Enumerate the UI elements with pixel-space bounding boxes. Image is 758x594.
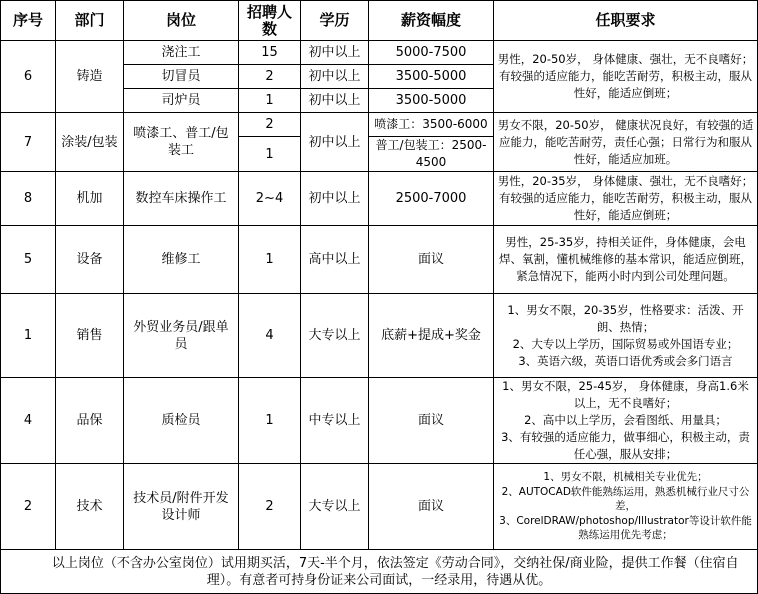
requirement-line: 3、有较强的适应能力，做事细心，积极主动，责任心强，服从安排； — [501, 430, 750, 461]
row-dept: 品保 — [56, 378, 124, 464]
row-no: 6 — [1, 41, 56, 113]
row-salary: 面议 — [369, 378, 494, 464]
row-dept: 涂装/包装 — [56, 113, 124, 172]
row-count: 2 — [239, 65, 301, 89]
header-post: 岗位 — [124, 1, 239, 41]
row-salary: 面议 — [369, 226, 494, 294]
row-requirements: 男性，20-50岁， 身体健康、强壮，无不良嗜好；有较强的适应能力，能吃苦耐劳，积极主动，服从性好，能适应倒班； — [494, 41, 758, 113]
row-edu: 中专以上 — [301, 378, 369, 464]
row-count: 2 — [239, 113, 301, 137]
row-post: 外贸业务员/跟单员 — [124, 294, 239, 378]
header-edu: 学历 — [301, 1, 369, 41]
requirement-line: 1、男女不限，机械相关专业优先； — [543, 471, 708, 484]
row-dept: 铸造 — [56, 41, 124, 113]
row-salary: 3500-5000 — [369, 65, 494, 89]
requirement-line: 3、CorelDRAW/photoshop/Illustrator等设计软件能熟练运用优先考虑； — [499, 514, 752, 542]
table-row — [1, 113, 758, 137]
header-dept: 部门 — [56, 1, 124, 41]
row-salary: 底薪+提成+奖金 — [369, 294, 494, 378]
row-edu: 高中以上 — [301, 226, 369, 294]
row-count: 1 — [239, 89, 301, 113]
row-salary: 普工/包装工：2500-4500 — [369, 137, 494, 172]
row-post: 浇注工 — [124, 41, 239, 65]
row-post: 喷漆工、普工/包装工 — [124, 113, 239, 172]
row-dept: 机加 — [56, 172, 124, 226]
row-post: 技术员/附件开发设计师 — [124, 464, 239, 550]
table-row — [1, 294, 758, 378]
row-requirements: 男性，25-35岁，持相关证件，身体健康，会电焊、氧割，懂机械维修的基本常识，能适应倒班，紧急情况下，能两小时内到公司处理问题。 — [494, 226, 758, 294]
row-count: 15 — [239, 41, 301, 65]
row-post: 数控车床操作工 — [124, 172, 239, 226]
row-dept: 技术 — [56, 464, 124, 550]
row-edu: 初中以上 — [301, 65, 369, 89]
row-count: 1 — [239, 226, 301, 294]
header-salary: 薪资幅度 — [369, 1, 494, 41]
row-count: 2~4 — [239, 172, 301, 226]
requirement-line: 3、英语六级，英语口语优秀或会多门语言 — [518, 353, 733, 368]
table-row — [1, 172, 758, 226]
row-edu: 初中以上 — [301, 89, 369, 113]
row-dept: 设备 — [56, 226, 124, 294]
header-no: 序号 — [1, 1, 56, 41]
row-post: 切冒员 — [124, 65, 239, 89]
row-salary: 2500-7000 — [369, 172, 494, 226]
row-requirements — [494, 464, 758, 550]
row-edu: 初中以上 — [301, 41, 369, 65]
row-post: 维修工 — [124, 226, 239, 294]
row-salary: 5000-7500 — [369, 41, 494, 65]
row-salary: 喷漆工：3500-6000 — [369, 113, 494, 137]
row-count: 2 — [239, 464, 301, 550]
requirement-line: 2、高中以上学历，会看图纸、用量具； — [524, 413, 727, 427]
requirement-line: 1、男女不限，25-45岁， 身体健康，身高1.6米以上，无不良嗜好； — [502, 379, 749, 410]
row-edu: 大专以上 — [301, 464, 369, 550]
header-row — [1, 1, 758, 41]
table-row — [1, 464, 758, 550]
row-edu: 大专以上 — [301, 294, 369, 378]
row-salary: 面议 — [369, 464, 494, 550]
header-count: 招聘人数 — [239, 1, 301, 41]
requirement-line: 2、AUTOCAD软件能熟练运用，熟悉机械行业尺寸公差， — [501, 485, 750, 513]
row-post: 司炉员 — [124, 89, 239, 113]
requirement-line: 2、大专以上学历，国际贸易或外国语专业； — [512, 336, 739, 351]
row-edu: 初中以上 — [301, 113, 369, 172]
table-row — [1, 226, 758, 294]
table-row — [1, 378, 758, 464]
footer-note: 以上岗位（不含办公室岗位）试用期买活，7天-半个月，依法签定《劳动合同》，交纳社保/商业险，提供工作餐（住宿自理）。有意者可持身份证来公司面试，一经录用，待遇从优。 — [1, 550, 758, 594]
row-requirements — [494, 378, 758, 464]
row-salary: 3500-5000 — [369, 89, 494, 113]
row-no: 7 — [1, 113, 56, 172]
requirement-line: 1、男女不限，20-35岁，性格要求：活泼、开朗、热情； — [507, 302, 744, 334]
row-no: 5 — [1, 226, 56, 294]
row-no: 4 — [1, 378, 56, 464]
row-edu: 初中以上 — [301, 172, 369, 226]
row-no: 8 — [1, 172, 56, 226]
row-no: 1 — [1, 294, 56, 378]
row-requirements: 男性，20-35岁， 身体健康、强壮，无不良嗜好；有较强的适应能力，能吃苦耐劳，积极主动，服从性好，能适应倒班； — [494, 172, 758, 226]
row-post: 质检员 — [124, 378, 239, 464]
row-requirements: 男女不限，20-50岁， 健康状况良好，有较强的适应能力，能吃苦耐劳，责任心强；日常行为和服从性好，能适应加班。 — [494, 113, 758, 172]
header-requirements: 任职要求 — [494, 1, 758, 41]
row-count: 1 — [239, 378, 301, 464]
row-count: 1 — [239, 137, 301, 172]
footer-row — [1, 550, 758, 594]
row-count: 4 — [239, 294, 301, 378]
row-no: 2 — [1, 464, 56, 550]
row-requirements — [494, 294, 758, 378]
table-row — [1, 41, 758, 65]
row-dept: 销售 — [56, 294, 124, 378]
